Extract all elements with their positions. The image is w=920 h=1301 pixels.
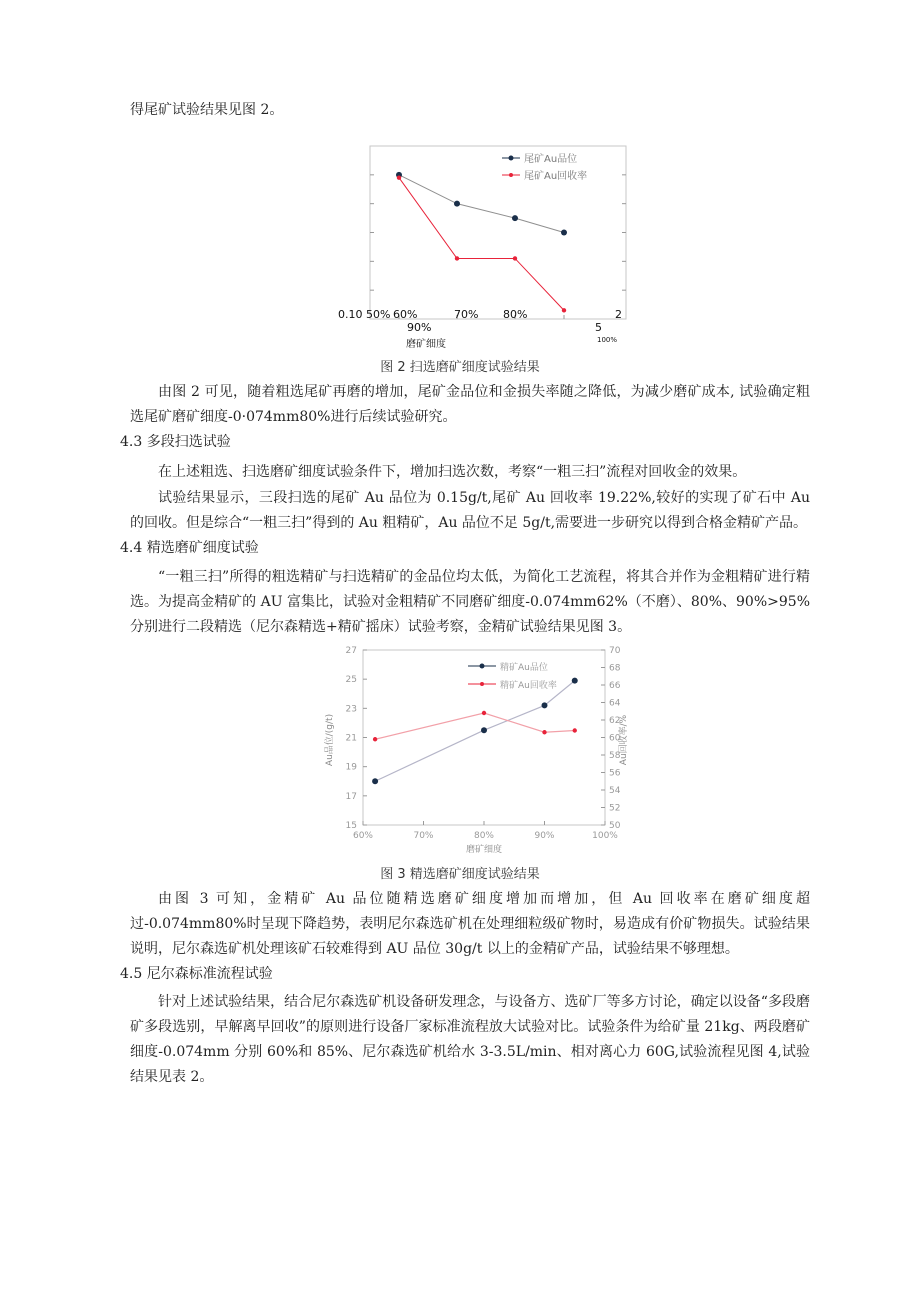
- fig3-point-s1-0: [373, 737, 377, 741]
- fig3-y2tick-9: 52: [609, 803, 621, 814]
- fig2-point-s1-0: [397, 176, 401, 180]
- paragraph-multi-scavenging: 在上述粗选、扫选磨矿细度试验条件下，增加扫选次数，考察“一粗三扫”流程对回收金的效果。: [158, 464, 747, 480]
- fig2-xtick-1: 60%: [393, 308, 418, 321]
- fig2-point-s1-3: [562, 308, 566, 312]
- fig3-y2tick-1: 68: [609, 663, 621, 674]
- fig3-xtick-2: 80%: [473, 831, 495, 841]
- fig2-xtick-3: 80%: [503, 308, 528, 321]
- fig3-y2tick-5: 60: [609, 733, 621, 744]
- fig2-xlabel: 磨矿细度: [406, 339, 446, 350]
- fig2-xtick-4: 2: [615, 308, 622, 321]
- paragraph-cleaning-grind: “一粗三扫”所得的粗选精矿与扫选精矿的金品位均太低，为简化工艺流程，将其合并作为金粗精矿进行精选。为提高金精矿的 AU 富集比，试验对金粗精矿不同磨矿细度-0.074mm62%（不磨）、80%、90%>95%分别进行二段精选（尼尔森精选+精矿摇床）试验考察，金精矿试验结果见图 3。: [130, 569, 810, 635]
- figure-2-chart: [330, 140, 640, 350]
- fig3-y2tick-7: 56: [609, 768, 621, 779]
- figure-3-chart: [320, 640, 630, 860]
- fig3-legend-label-grade: 精矿Au品位: [500, 663, 548, 673]
- fig3-xtick-4: 100%: [592, 831, 618, 841]
- fig3-y2tick-6: 58: [609, 751, 621, 761]
- fig3-y2tick-0: 70: [609, 646, 621, 656]
- fig2-plot-frame: [370, 146, 626, 319]
- fig3-point-s0-2: [542, 702, 548, 708]
- fig2-xtick-2: 70%: [454, 308, 479, 321]
- intro-line: 得尾矿试验结果见图 2。: [130, 102, 284, 118]
- paragraph-scavenging-results: 试验结果显示，三段扫选的尾矿 Au 品位为 0.15g/t,尾矿 Au 回收率 19.22%,较好的实现了矿石中 Au 的回收。但是综合“一粗三扫”得到的 Au 粗精矿，Au 品位不足 5g/t,需要进一步研究以得到合格金精矿产品。: [130, 490, 810, 531]
- fig2-point-s0-3: [561, 230, 567, 236]
- fig2-cut-label: 100%: [597, 336, 618, 344]
- fig2-point-s1-2: [513, 256, 517, 260]
- fig3-y2tick-8: 54: [609, 786, 621, 796]
- fig3-ytick-0: 27: [345, 646, 357, 656]
- fig3-xtick-1: 70%: [413, 831, 434, 841]
- fig3-point-s1-1: [482, 711, 486, 715]
- fig3-ytick-6: 15: [345, 821, 357, 831]
- fig3-legend-label-recovery: 精矿Au回收率: [500, 681, 557, 691]
- fig3-ylabel-right: Au回收率/%: [619, 714, 629, 766]
- paragraph-fig3-discussion: 由图 3 可知，金精矿 Au 品位随精选磨矿细度增加而增加，但 Au 回收率在磨矿细度超过-0.074mm80%时呈现下降趋势，表明尼尔森选矿机在处理细粒级矿物时，易造成有价矿物损失。试验结果说明，尼尔森选矿机处理该矿石较难得到 AU 品位 30g/t 以上的金精矿产品，试验结果不够理想。: [130, 891, 810, 957]
- fig2-xtick-row2-1: 5: [595, 321, 602, 334]
- fig3-point-s1-2: [542, 730, 546, 734]
- fig3-ytick-5: 17: [345, 791, 357, 802]
- fig2-point-s0-1: [454, 201, 460, 207]
- fig2-point-s1-1: [455, 256, 459, 260]
- paragraph-nelson-standard: 针对上述试验结果，结合尼尔森选矿机设备研发理念，与设备方、选矿厂等多方讨论，确定以设备“多段磨矿多段选别，早解离早回收”的原则进行设备厂家标准流程放大试验对比。试验条件为给矿量 21kg、两段磨矿细度-0.074mm 分别 60%和 85%、尼尔森选矿机给水 3-3.5L/min、相对离心力 60G,试验流程见图 4,试验结果见表 2。: [130, 994, 810, 1085]
- fig3-xtick-0: 60%: [352, 831, 374, 841]
- fig2-legend-marker-recovery: [509, 173, 513, 177]
- fig2-legend-label-recovery: 尾矿Au回收率: [524, 171, 588, 182]
- fig3-xlabel: 磨矿细度: [465, 845, 503, 855]
- fig3-ytick-2: 23: [345, 704, 357, 715]
- fig3-plot-frame: [363, 650, 605, 825]
- fig3-point-s0-1: [481, 727, 487, 733]
- fig3-ytick-3: 21: [345, 733, 357, 744]
- fig2-legend-label-grade: 尾矿Au品位: [524, 154, 578, 165]
- heading-4-3: 4.3 多段扫选试验: [120, 434, 231, 450]
- figure-3-caption: 图 3 精选磨矿细度试验结果: [380, 867, 540, 882]
- fig3-legend-marker-grade: [480, 664, 485, 669]
- fig2-point-s0-2: [512, 215, 518, 221]
- fig3-ylabel-left: Au品位/(g/t): [325, 713, 335, 767]
- paragraph-fig2-discussion: 由图 2 可见，随着粗选尾矿再磨的增加，尾矿金品位和金损失率随之降低，为减少磨矿成本, 试验确定粗选尾矿磨矿细度-0·074mm80%进行后续试验研究。: [130, 384, 810, 425]
- figure-2-caption: 图 2 扫选磨矿细度试验结果: [380, 360, 540, 375]
- fig3-ytick-1: 25: [345, 675, 357, 686]
- fig3-point-s1-3: [573, 728, 577, 732]
- fig2-xtick-0: 0.10 50%: [338, 308, 391, 321]
- fig3-ytick-4: 19: [345, 762, 357, 773]
- fig2-legend-marker-grade: [509, 156, 514, 161]
- fig2-xtick-row2-0: 90%: [407, 321, 432, 334]
- fig3-point-s0-3: [572, 678, 578, 684]
- fig3-legend-marker-recovery: [480, 682, 484, 686]
- fig3-y2tick-3: 64: [609, 698, 621, 709]
- fig3-y2tick-10: 50: [609, 821, 621, 831]
- fig3-point-s0-0: [372, 778, 378, 784]
- fig3-xtick-3: 90%: [534, 831, 555, 841]
- heading-4-4: 4.4 精选磨矿细度试验: [120, 540, 259, 556]
- fig3-y2tick-4: 62: [609, 716, 621, 726]
- fig3-y2tick-2: 66: [609, 681, 621, 691]
- heading-4-5: 4.5 尼尔森标准流程试验: [120, 966, 273, 982]
